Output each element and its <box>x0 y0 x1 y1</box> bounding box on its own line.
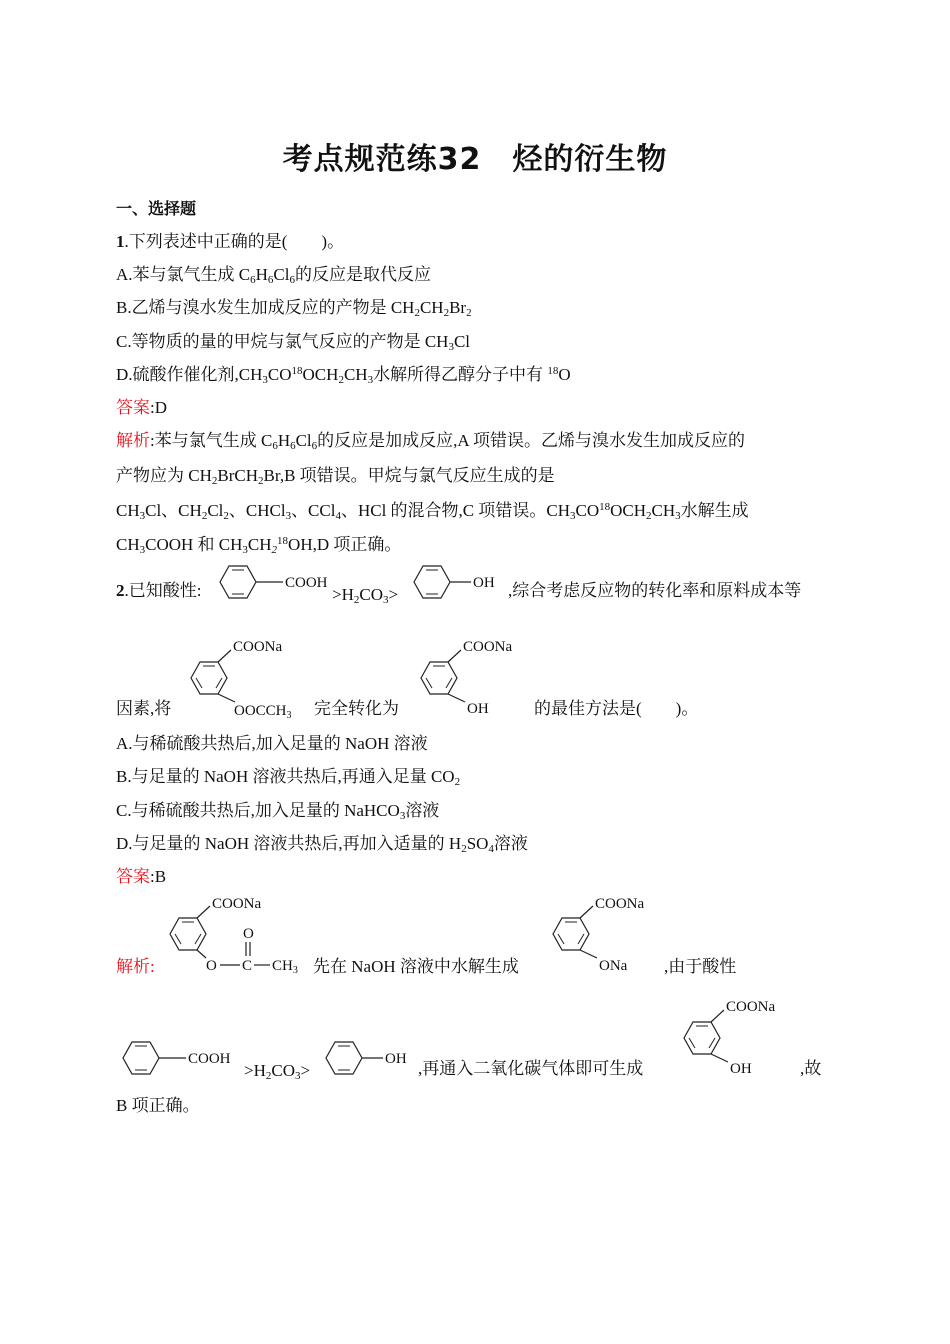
section-heading: 一、选择题 <box>116 199 197 218</box>
phenol-structure-2 <box>323 1036 415 1080</box>
svg-text:COONa: COONa <box>212 896 262 912</box>
q1-option-d: D.硫酸作催化剂$,CH_3CO^{18}OCH_2CH_3$水解所得乙醇分子中有 $^{18}$O <box>116 365 571 386</box>
svg-text:COOH: COOH <box>188 1051 231 1067</box>
q2-stem-d: 完全转化为 <box>314 699 399 718</box>
svg-text:OH: OH <box>473 575 495 591</box>
page-title: 考点规范练32 烃的衍生物 <box>282 142 668 177</box>
q2-option-d: D.与足量的 NaOH 溶液共热后,再加入适量的 $H_2SO_4$溶液 <box>116 834 528 855</box>
svg-text:COONa: COONa <box>233 639 283 655</box>
q1-option-c: C.等物质的量的甲烷与氯气反应的产物是 $CH_3Cl$ <box>116 332 471 353</box>
benzoic-acid-structure-2 <box>120 1036 238 1080</box>
svg-text:OH: OH <box>730 1061 752 1077</box>
svg-text:ONa: ONa <box>599 958 628 974</box>
svg-text:OH: OH <box>467 701 489 717</box>
q2-stem-e: 的最佳方法是( )。 <box>534 699 699 718</box>
aspirin-sodium-structure <box>183 634 313 720</box>
q2-analysis-d: ,故 <box>800 1059 822 1078</box>
svg-text:O: O <box>206 958 217 974</box>
q1-stem: 1.下列表述中正确的是( )。 <box>116 232 345 251</box>
q1-analysis-line-4: $CH_3COOH$ 和 $CH_3CH_2^{18}OH,D$ 项正确。 <box>116 535 402 556</box>
q2-analysis-a: 先在 NaOH 溶液中水解生成 <box>313 957 519 976</box>
aspirin-sodium-expanded-structure <box>164 892 310 982</box>
q2-stem-c: 因素,将 <box>116 699 172 718</box>
q1-option-a: A.苯与氯气生成 $C_6H_6Cl_6$的反应是取代反应 <box>116 265 431 286</box>
q2-answer: 答案:B <box>116 867 167 886</box>
q1-analysis-line-2: 产物应为 $CH_2BrCH_2Br,B$ 项错误。甲烷与氯气反应生成的是 <box>116 466 555 487</box>
q2-acidity-mid: $>H_2CO_3>$ <box>332 585 399 606</box>
svg-text:C: C <box>242 958 253 974</box>
svg-text:O: O <box>243 926 254 942</box>
q2-analysis-c: ,再通入二氧化碳气体即可生成 <box>418 1059 644 1078</box>
q2-analysis-e: B 项正确。 <box>116 1096 200 1115</box>
q2-analysis-label: 解析: <box>116 957 155 976</box>
svg-text:OOCCH3: $OOCCH_3$ <box>234 703 292 720</box>
svg-text:COONa: COONa <box>463 639 513 655</box>
q2-stem-suffix: ,综合考虑反应物的转化率和原料成本等 <box>508 581 802 600</box>
svg-text:CH3: $CH_3$ <box>272 958 298 976</box>
phenol-structure-1 <box>411 560 503 604</box>
q2-analysis-b: ,由于酸性 <box>664 957 737 976</box>
q2-stem-prefix: 2.已知酸性: <box>116 581 202 600</box>
q1-analysis-line-3: $CH_3Cl$、$CH_2Cl_2$、CHCl$_3$、CCl$_4$、HCl 的混合物,C 项错误。$CH_3CO^{18}OCH_2CH_3$水解生成 <box>116 501 749 522</box>
svg-text:OH: OH <box>385 1051 407 1067</box>
svg-text:COONa: COONa <box>726 999 776 1015</box>
q2-option-b: B.与足量的 NaOH 溶液共热后,再通入足量 $CO_2$ <box>116 767 461 788</box>
svg-text:COOH: COOH <box>285 575 328 591</box>
q2-analysis-acidity-mid: $>H_2CO_3>$ <box>244 1061 311 1082</box>
q2-option-a: A.与稀硫酸共热后,加入足量的 NaOH 溶液 <box>116 734 428 753</box>
q1-option-b: B.乙烯与溴水发生加成反应的产物是 $CH_2CH_2Br_2$ <box>116 298 472 319</box>
disodium-salicylate-structure <box>547 892 665 978</box>
q1-answer: 答案:D <box>116 398 167 417</box>
q1-analysis-line-1: 解析:苯与氯气生成 $C_6H_6Cl_6$的反应是加成反应,A 项错误。乙烯与溴水发生加成反应的 <box>116 431 745 452</box>
svg-text:COONa: COONa <box>595 896 645 912</box>
sodium-salicylate-structure-1 <box>413 634 533 720</box>
benzoic-acid-structure-1 <box>217 560 332 604</box>
sodium-salicylate-structure-2 <box>676 994 796 1080</box>
q2-option-c: C.与稀硫酸共热后,加入足量的 NaHCO$_3$溶液 <box>116 801 440 822</box>
